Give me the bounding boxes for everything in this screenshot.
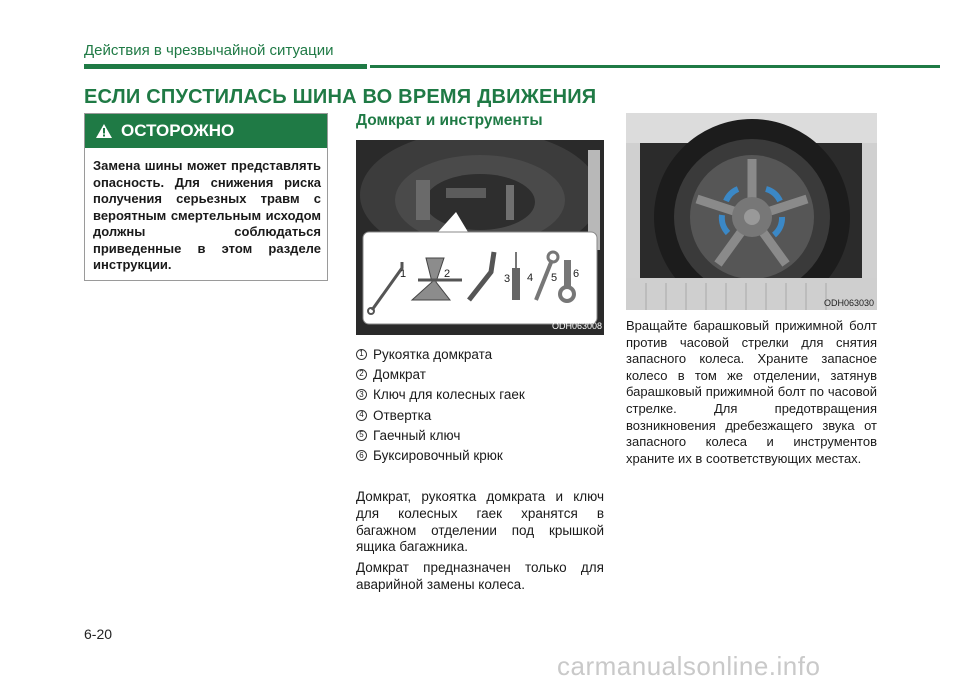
- tools-callout: 3: [504, 273, 511, 285]
- tool-list: [356, 344, 606, 466]
- list-item: [356, 385, 606, 405]
- chapter-title: Действия в чрезвычайной ситуации: [84, 42, 334, 59]
- list-item: [356, 425, 606, 445]
- warning-triangle-icon: [95, 123, 113, 139]
- item-number: 5: [356, 430, 367, 441]
- item-label: Рукоятка домкрата: [373, 346, 493, 362]
- jack-purpose-paragraph: Домкрат предназначен только для аварийной замены колеса.: [356, 560, 604, 592]
- warning-box: [84, 113, 328, 281]
- tools-photo-code: ODH063008: [551, 321, 602, 331]
- spare-tire-photo-code: ODH063030: [823, 298, 874, 308]
- item-label: Отвертка: [373, 407, 432, 423]
- list-item: [356, 364, 606, 384]
- item-label: Ключ для колесных гаек: [373, 387, 525, 403]
- watermark: carmanualsonline.info: [557, 651, 821, 681]
- spare-tire-paragraph: Вращайте барашковый прижимной болт против часовой стрелки для снятия запасного колеса. Храните запасное колесо в том же отделении, затянув барашковый прижимной болт по часовой стрелке. Для предотвращения возникновения дребезжащего звука от запасного колеса и инструментов храните их в соответствующих местах.: [626, 318, 877, 466]
- spare-tire-photo: [626, 113, 877, 310]
- list-item: [356, 445, 606, 465]
- item-number: 6: [356, 450, 367, 461]
- tools-subtitle: Домкрат и инструменты: [356, 112, 543, 129]
- item-number: 1: [356, 349, 367, 360]
- list-item: [356, 344, 606, 364]
- section-title: ЕСЛИ СПУСТИЛАСЬ ШИНА ВО ВРЕМЯ ДВИЖЕНИЯ: [84, 86, 597, 108]
- item-label: Буксировочный крюк: [373, 448, 503, 464]
- list-item: [356, 405, 606, 425]
- tools-callout: 4: [527, 272, 534, 284]
- page-number: 6-20: [84, 626, 113, 642]
- chapter-bar: [84, 64, 367, 69]
- item-number: 4: [356, 410, 367, 421]
- chapter-rule: [370, 65, 940, 68]
- warning-text: Замена шины может представлять опасность. Для снижения риска получения серьезных травм с вероятным смертельным исходом должны соблюдаться приведенные в этом разделе инструкции.: [93, 158, 321, 272]
- item-label: Гаечный ключ: [373, 427, 461, 443]
- tools-callout: 6: [573, 268, 580, 280]
- spare-tire-illustration: [626, 113, 877, 310]
- tools-paragraph: Домкрат, рукоятка домкрата и ключ для колесных гаек хранятся в багажном отделении под крышкой ящика багажника.: [356, 489, 604, 555]
- item-number: 2: [356, 369, 367, 380]
- item-number: 3: [356, 389, 367, 400]
- tools-illustration: [356, 140, 604, 335]
- tools-callout: 2: [444, 268, 451, 280]
- warning-label: ОСТОРОЖНО: [121, 121, 235, 140]
- warning-header: [85, 114, 327, 148]
- tools-callout: 1: [400, 268, 407, 280]
- tools-photo: [356, 140, 604, 335]
- item-label: Домкрат: [373, 366, 426, 382]
- tools-callout: 5: [551, 272, 558, 284]
